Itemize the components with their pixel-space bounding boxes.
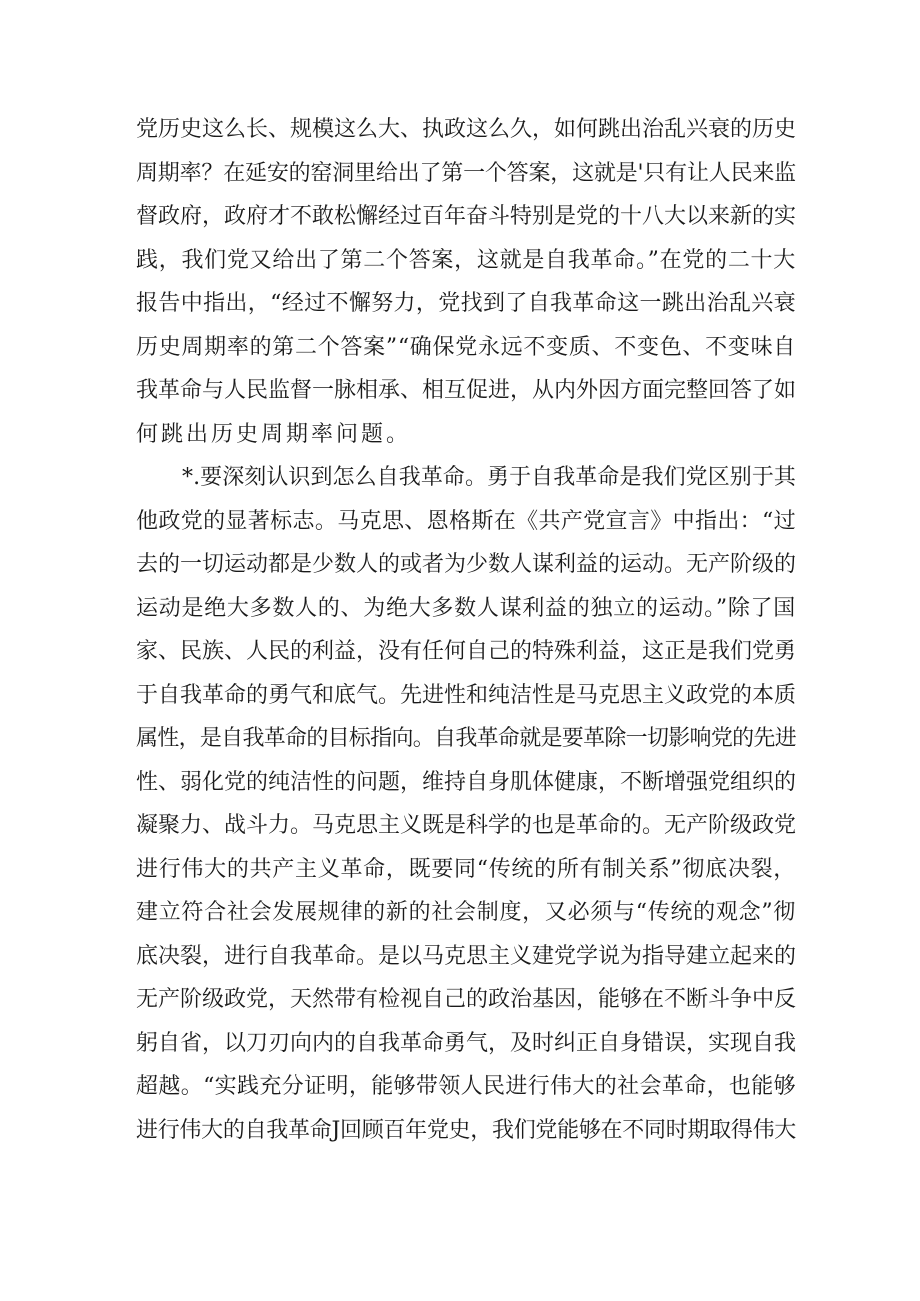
text-line: 践，我们党又给出了第二个答案，这就是自我革命。”在党的二十大: [136, 247, 796, 273]
text-line: 党历史这么长、规模这么大、执政这么久，如何跳出治乱兴衰的历史: [136, 117, 796, 142]
text-line: 报告中指出，“经过不懈努力，党找到了自我革命这一跳出治乱兴衰: [136, 291, 796, 316]
text-line: 家、民族、人民的利益，没有任何自己的特殊利益，这正是我们党勇: [136, 639, 796, 664]
text-line: 我革命与人民监督一脉相承、相互促进，从内外因方面完整回答了如: [136, 378, 796, 403]
text-line: 躬自省，以刀刃向内的自我革命勇气，及时纠正自身错误，实现自我: [136, 1030, 796, 1056]
text-line: 他政党的显著标志。马克思、恩格斯在《共产党宣言》中指出：“过: [136, 508, 796, 534]
text-line: 属性，是自我革命的目标指向。自我革命就是要革除一切影响党的先进: [136, 726, 796, 751]
text-line: 凝聚力、战斗力。马克思主义既是科学的也是革命的。无产阶级政党: [136, 813, 796, 838]
text-line: 超越。“实践充分证明，能够带领人民进行伟大的社会革命，也能够: [136, 1074, 796, 1099]
text-line: 运动是绝大多数人的、为绝大多数人谋利益的独立的运动。”除了国: [136, 595, 796, 621]
text-line-first: *.要深刻认识到怎么自我革命。勇于自我革命是我们党区别于其: [182, 465, 796, 490]
paragraph-2: [136, 456, 796, 1152]
text-line: 历史周期率的第二个答案”“确保党永远不变质、不变色、不变味自: [136, 334, 796, 360]
text-line: 于自我革命的勇气和底气。先进性和纯洁性是马克思主义政党的本质: [136, 682, 796, 708]
paragraph-1: [136, 108, 796, 456]
text-line: 底决裂，进行自我革命。是以马克思主义建党学说为指导建立起来的: [136, 943, 796, 969]
text-line: 周期率？在延安的窑洞里给出了第一个答案，这就是'只有让人民来监: [136, 160, 796, 186]
text-line: 性、弱化党的纯洁性的问题，维持自身肌体健康，不断增强党组织的: [136, 769, 796, 795]
text-line: 无产阶级政党，天然带有检视自己的政治基因，能够在不断斗争中反: [136, 987, 796, 1012]
text-line: 建立符合社会发展规律的新的社会制度，又必须与“传统的观念”彻: [136, 900, 796, 925]
text-line: 进行伟大的共产主义革命，既要同“传统的所有制关系”彻底决裂，: [136, 856, 796, 882]
text-line: 何跳出历史周期率问题。: [136, 421, 412, 447]
text-line: 督政府，政府才不敢松懈经过百年奋斗特别是党的十八大以来新的实: [136, 204, 796, 229]
text-line: 去的一切运动都是少数人的或者为少数人谋利益的运动。无产阶级的: [136, 552, 796, 577]
text-line: 进行伟大的自我革命J回顾百年党史，我们党能够在不同时期取得伟大: [136, 1117, 796, 1143]
